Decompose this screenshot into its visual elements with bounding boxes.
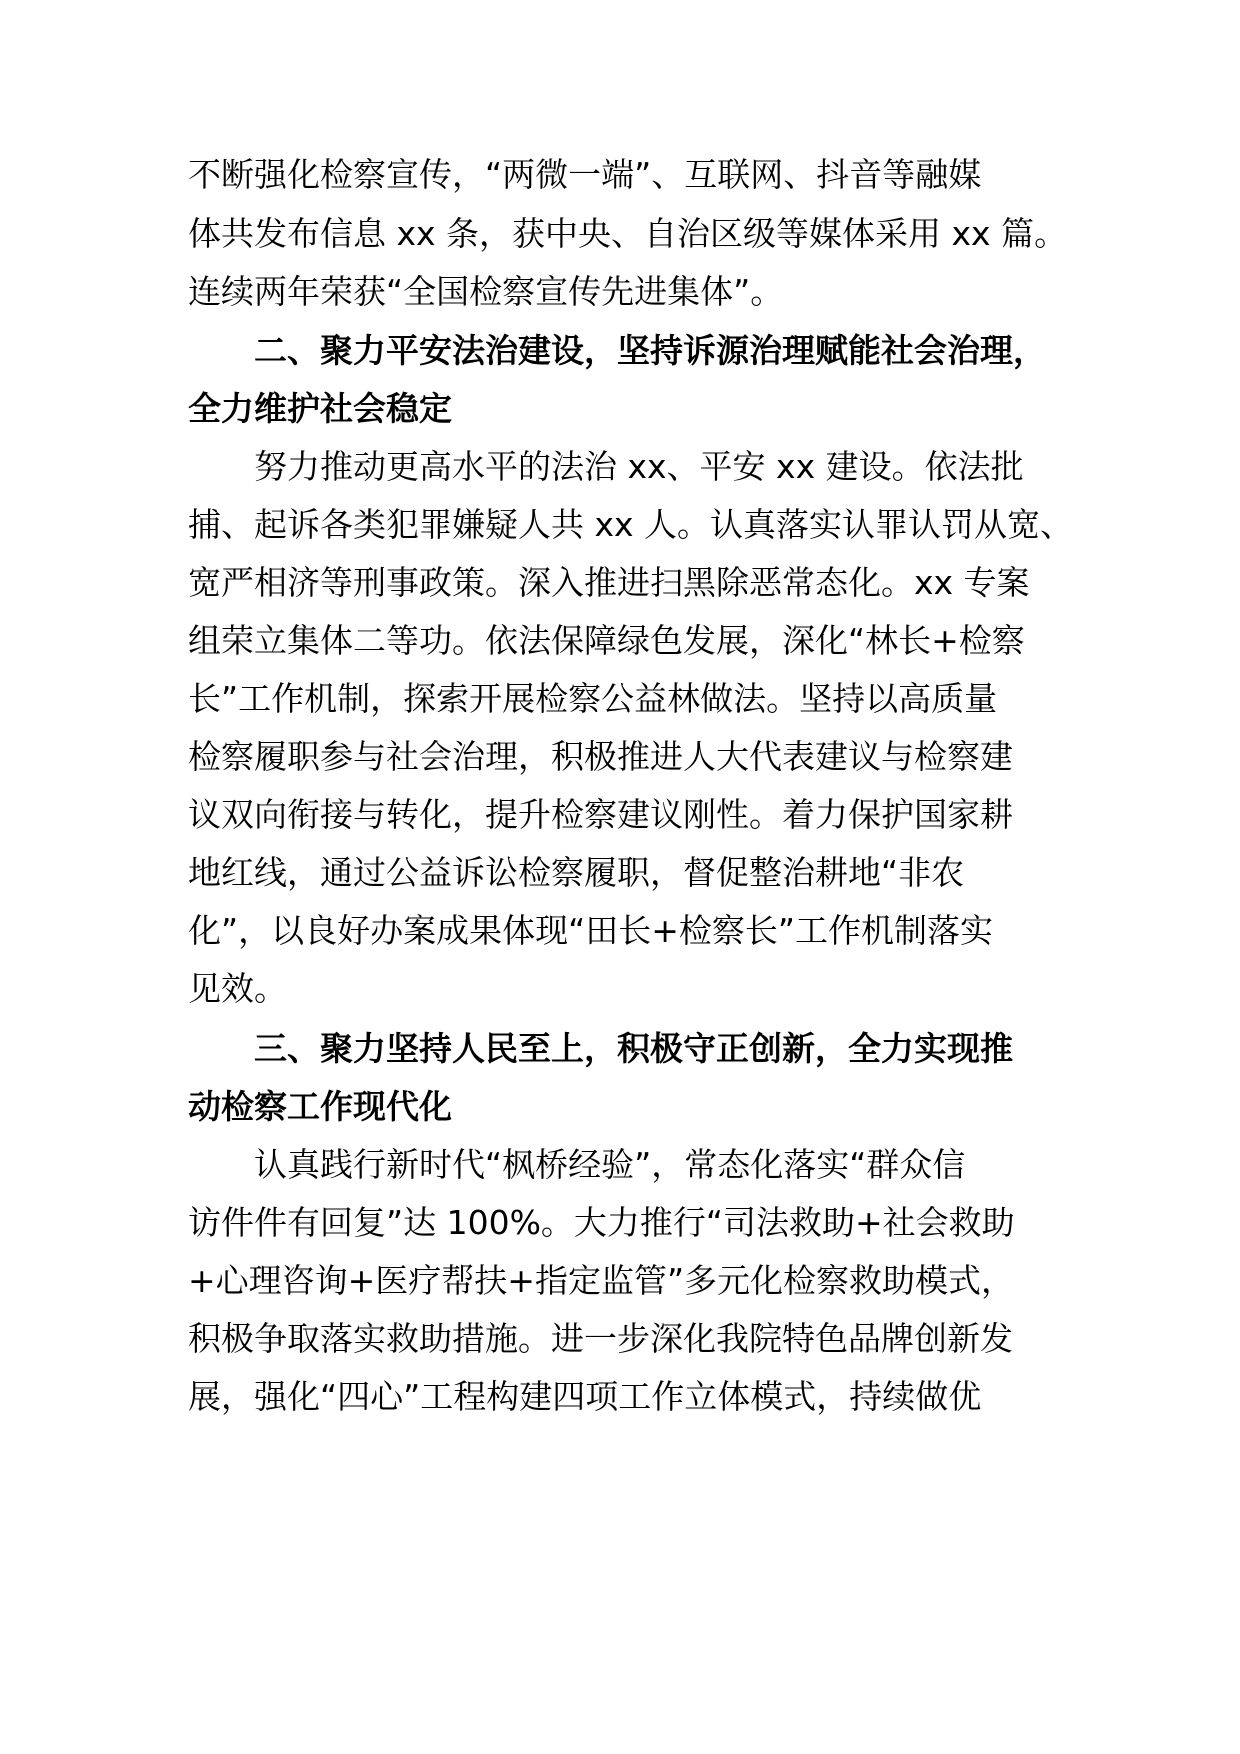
paragraph-start: 认真践行新时代“枫桥经验”，常态化落实“群众信 bbox=[254, 1145, 966, 1184]
text-line: 访件件有回复”达 100%。大力推行“司法救助+社会救助 bbox=[188, 1203, 1015, 1242]
section-heading-3: 三、聚力坚持人民至上，积极守正创新，全力实现推 bbox=[254, 1029, 1013, 1068]
section-heading-2-cont: 全力维护社会稳定 bbox=[188, 389, 452, 428]
section-heading-2: 二、聚力平安法治建设，坚持诉源治理赋能社会治理， bbox=[254, 331, 1046, 370]
text-line: 宽严相济等刑事政策。深入推进扫黑除恶常态化。xx 专案 bbox=[188, 563, 1030, 602]
text-line: 捕、起诉各类犯罪嫌疑人共 xx 人。认真落实认罪认罚从宽、 bbox=[188, 505, 1074, 544]
text-line: 连续两年荣获“全国检察宣传先进集体”。 bbox=[188, 272, 784, 311]
text-line: 地红线，通过公益诉讼检察履职，督促整治耕地“非农 bbox=[188, 853, 965, 892]
section-heading-3-cont: 动检察工作现代化 bbox=[188, 1087, 452, 1126]
text-line: 展，强化“四心”工程构建四项工作立体模式，持续做优 bbox=[188, 1377, 982, 1416]
text-line: 检察履职参与社会治理，积极推进人大代表建议与检察建 bbox=[188, 737, 1013, 776]
text-line: 不断强化检察宣传，“两微一端”、互联网、抖音等融媒 bbox=[188, 155, 982, 194]
text-line: 见效。 bbox=[188, 969, 287, 1008]
text-line: 积极争取落实救助措施。进一步深化我院特色品牌创新发 bbox=[188, 1319, 1013, 1358]
text-line: 体共发布信息 xx 条，获中央、自治区级等媒体采用 xx 篇。 bbox=[188, 214, 1068, 253]
text-line: 组荣立集体二等功。依法保障绿色发展，深化“林长+检察 bbox=[188, 621, 1025, 660]
text-line: 化”，以良好办案成果体现“田长+检察长”工作机制落实 bbox=[188, 911, 993, 950]
text-line: 议双向衔接与转化，提升检察建议刚性。着力保护国家耕 bbox=[188, 795, 1013, 834]
text-line: +心理咨询+医疗帮扶+指定监管”多元化检察救助模式， bbox=[188, 1261, 1015, 1300]
text-line: 长”工作机制，探索开展检察公益林做法。坚持以高质量 bbox=[188, 679, 998, 718]
paragraph-start: 努力推动更高水平的法治 xx、平安 xx 建设。依法批 bbox=[254, 447, 1024, 486]
